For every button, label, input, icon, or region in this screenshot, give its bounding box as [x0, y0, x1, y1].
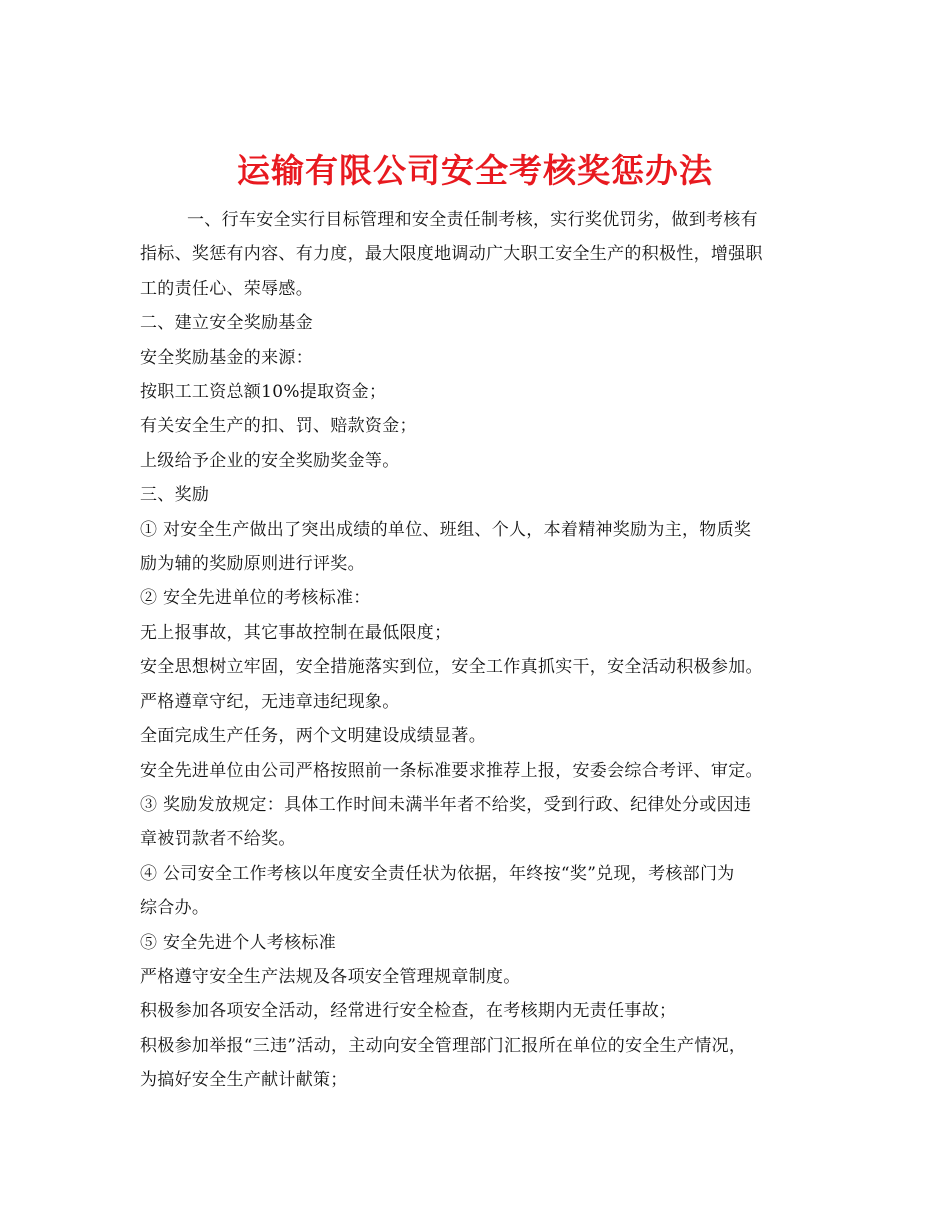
- list-item: 积极参加举报“三违”活动，主动向安全管理部门汇报所在单位的安全生产情况，: [140, 1035, 747, 1056]
- paragraph-line: 励为辅的奖励原则进行评奖。: [140, 554, 365, 575]
- paragraph-line: 综合办。: [140, 898, 210, 919]
- list-item: ⑤ 安全先进个人考核标准: [140, 932, 337, 953]
- list-item: 上级给予企业的安全奖励奖金等。: [140, 450, 400, 471]
- section-heading: 二、建立安全奖励基金: [140, 313, 313, 334]
- list-item: ① 对安全生产做出了突出成绩的单位、班组、个人，本着精神奖励为主，物质奖: [140, 519, 752, 540]
- list-item: 严格遵守安全生产法规及各项安全管理规章制度。: [140, 966, 521, 987]
- list-item: 按职工工资总额10%提取资金；: [140, 382, 387, 403]
- list-item: 无上报事故，其它事故控制在最低限度；: [140, 622, 452, 643]
- list-item: 安全先进单位由公司严格按照前一条标准要求推荐上报，安委会综合考评、审定。: [140, 760, 763, 781]
- paragraph-line: 工的责任心、荣辱感。: [140, 278, 313, 299]
- list-item: 安全思想树立牢固，安全措施落实到位，安全工作真抓实干，安全活动积极参加。: [140, 657, 763, 678]
- paragraph-line: 安全奖励基金的来源：: [140, 347, 313, 368]
- list-item: ② 安全先进单位的考核标准：: [140, 588, 371, 609]
- paragraph-line: 指标、奖惩有内容、有力度，最大限度地调动广大职工安全生产的积极性，增强职: [140, 244, 763, 265]
- list-item: ④ 公司安全工作考核以年度安全责任状为依据，年终按“奖”兑现，考核部门为: [140, 863, 735, 884]
- list-item: 全面完成生产任务，两个文明建设成绩显著。: [140, 726, 486, 747]
- document-body: [140, 203, 820, 1098]
- list-item: 有关安全生产的扣、罚、赔款资金；: [140, 416, 417, 437]
- list-item: 严格遵章守纪，无违章违纪现象。: [140, 691, 400, 712]
- document-title: 运输有限公司安全考核奖惩办法: [237, 151, 713, 191]
- paragraph-line: 章被罚款者不给奖。: [140, 829, 296, 850]
- paragraph-line: 一、行车安全实行目标管理和安全责任制考核，实行奖优罚劣，做到考核有: [187, 210, 758, 230]
- paragraph-line: 为搞好安全生产献计献策；: [140, 1070, 348, 1091]
- list-item: 积极参加各项安全活动，经常进行安全检查，在考核期内无责任事故；: [140, 1001, 677, 1022]
- list-item: ③ 奖励发放规定：具体工作时间未满半年者不给奖，受到行政、纪律处分或因违: [140, 794, 752, 815]
- section-heading: 三、奖励: [140, 485, 210, 506]
